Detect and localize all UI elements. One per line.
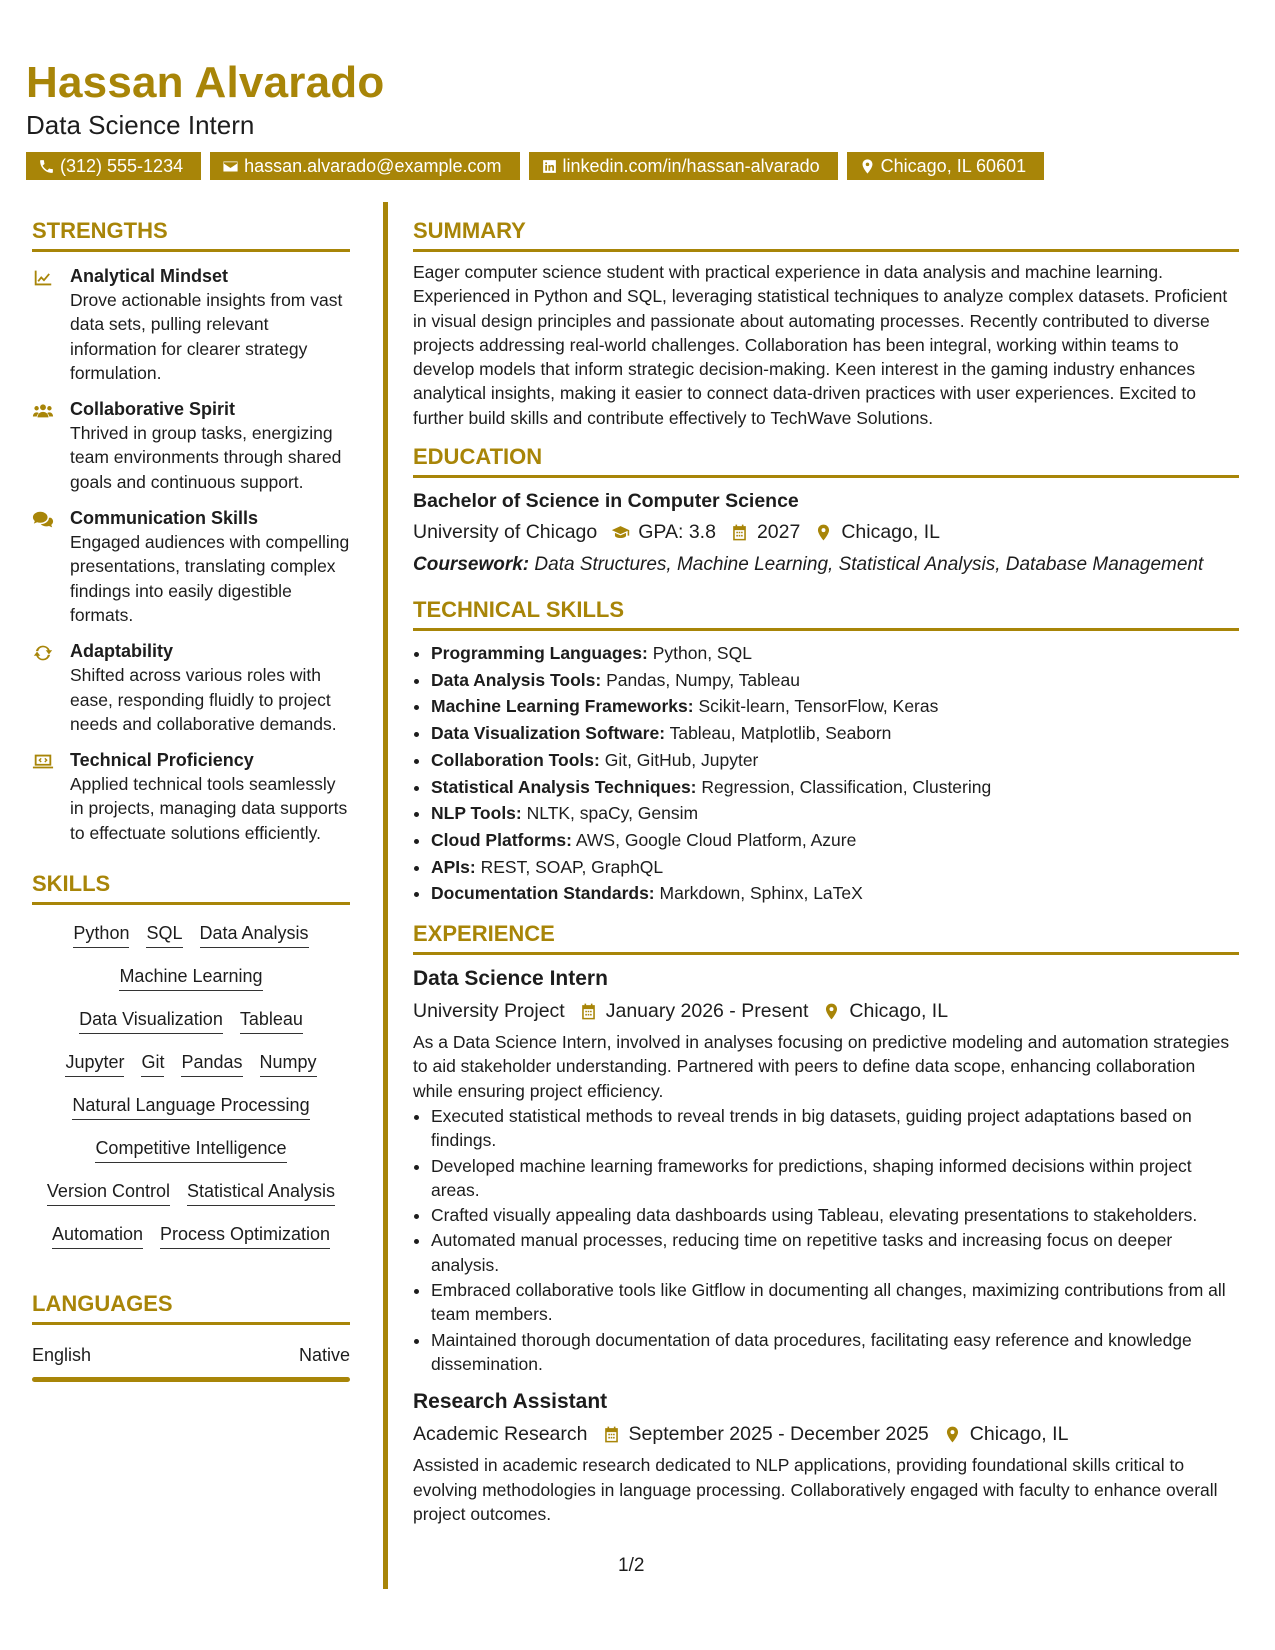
skill-row xyxy=(32,1138,350,1163)
strength-title: Technical Proficiency xyxy=(70,750,254,771)
skill-tag: Data Visualization xyxy=(79,1009,223,1034)
strength-desc: Applied technical tools seamlessly in projects, managing data supports to effectuate solutions efficiently. xyxy=(70,774,348,843)
job-title: Research Assistant xyxy=(413,1390,608,1414)
skill-tag: Version Control xyxy=(47,1181,170,1206)
language-level: Native xyxy=(298,1345,350,1366)
job-bullets xyxy=(413,1104,1239,1376)
list-item: • Automated manual processes, reducing time on repetitive tasks and increasing focus on deeper analysis. xyxy=(431,1228,1239,1277)
experience-heading: EXPERIENCE xyxy=(413,921,1239,955)
list-item xyxy=(431,720,1239,747)
list-item xyxy=(431,827,1239,854)
skill-row xyxy=(32,923,350,948)
location-pin-icon xyxy=(814,523,833,542)
education-coursework xyxy=(413,551,1239,579)
phone-icon xyxy=(38,158,55,175)
skill-tag: Automation xyxy=(52,1224,143,1249)
contact-linkedin[interactable] xyxy=(529,152,838,180)
technical-skills-heading: TECHNICAL SKILLS xyxy=(413,597,1239,631)
job-meta xyxy=(413,997,1239,1025)
strength-item xyxy=(32,748,350,845)
job-dates: January 2026 - Present xyxy=(605,1000,809,1023)
tech-skill-value: AWS, Google Cloud Platform, Azure xyxy=(575,830,857,850)
list-item xyxy=(431,800,1239,827)
list-item xyxy=(431,747,1239,774)
list-item: • Developed machine learning frameworks for predictions, shaping informed decisions within project areas. xyxy=(431,1154,1239,1203)
strength-desc: Drove actionable insights from vast data sets, pulling relevant information for clearer strategy formulation. xyxy=(70,290,343,383)
strength-item xyxy=(32,506,350,627)
location-pin-icon xyxy=(822,1002,841,1021)
candidate-title: Data Science Intern xyxy=(26,110,255,140)
tech-skill-label: NLP Tools: xyxy=(431,803,522,824)
list-item xyxy=(431,774,1239,801)
calendar-icon xyxy=(602,1425,621,1444)
users-icon xyxy=(32,400,54,422)
job-location: Chicago, IL xyxy=(969,1423,1069,1446)
contact-location xyxy=(847,152,1044,180)
list-item: • Maintained thorough documentation of data procedures, facilitating easy reference and knowledge dissemination. xyxy=(431,1328,1239,1377)
skills-section xyxy=(32,871,350,1249)
tech-skill-value: Markdown, Sphinx, LaTeX xyxy=(659,883,863,904)
skill-tag: Natural Language Processing xyxy=(72,1095,309,1120)
tech-skill-value: Git, GitHub, Jupyter xyxy=(604,749,759,770)
strength-item xyxy=(32,264,350,385)
tech-skill-label: Statistical Analysis Techniques: xyxy=(431,776,697,797)
contact-email-text: hassan.alvarado@example.com xyxy=(244,155,502,176)
summary-text: Eager computer science student with practical experience in data analysis and machine learning. Experienced in Python and SQL, leveraging statistical techniques to analyze complex datasets. Proficient in visual design principles and passionate about automating processes. Recently contributed to diverse projects addressing real-world challenges. Collaboration has been integral, working within teams to develop models that inform strategic decision-making. Keen interest in the gaming industry enhances analytical insights, making it easier to connect data-driven practices with user experiences. Excited to further build skills and contribute effectively to TechWave Solutions. xyxy=(413,262,1228,428)
skill-tag: Statistical Analysis xyxy=(187,1181,335,1206)
skill-row xyxy=(32,966,350,991)
tech-skill-value: Pandas, Numpy, Tableau xyxy=(606,669,800,690)
sync-icon xyxy=(32,642,54,664)
skill-tag: Machine Learning xyxy=(119,966,262,991)
skill-tag: Numpy xyxy=(260,1052,317,1077)
strength-desc: Thrived in group tasks, energizing team environments through shared goals and continuous support. xyxy=(70,423,342,492)
page-number: 1/2 xyxy=(618,1555,645,1576)
linkedin-icon xyxy=(541,158,558,175)
job-title: Data Science Intern xyxy=(413,967,608,991)
contact-location-text: Chicago, IL 60601 xyxy=(880,155,1027,176)
technical-skills-list xyxy=(413,640,1239,907)
column-divider xyxy=(383,202,388,1589)
tech-skill-label: Programming Languages: xyxy=(431,643,648,664)
language-row xyxy=(32,1345,350,1366)
education-school: University of Chicago xyxy=(413,521,598,544)
education-location: Chicago, IL xyxy=(841,521,940,544)
contact-bar xyxy=(26,152,1044,180)
tech-skill-value: NLTK, spaCy, Gensim xyxy=(526,803,699,824)
summary-heading: SUMMARY xyxy=(413,218,1239,252)
languages-section xyxy=(32,1291,350,1382)
list-item: • Executed statistical methods to reveal trends in big datasets, guiding project adaptations based on findings. xyxy=(431,1104,1239,1153)
chart-line-icon xyxy=(32,267,54,289)
candidate-name: Hassan Alvarado xyxy=(26,58,385,107)
education-heading: EDUCATION xyxy=(413,444,1239,478)
skill-tag: Jupyter xyxy=(65,1052,124,1077)
right-column xyxy=(413,218,1239,1526)
contact-linkedin-text: linkedin.com/in/hassan-alvarado xyxy=(562,155,820,176)
coursework-label: Coursework: xyxy=(413,554,530,576)
tech-skill-label: Cloud Platforms: xyxy=(431,830,572,850)
list-item xyxy=(431,640,1239,667)
tech-skill-value: Regression, Classification, Clustering xyxy=(701,776,992,797)
skill-tag: Process Optimization xyxy=(160,1224,330,1249)
calendar-icon xyxy=(730,523,749,542)
skills-heading: SKILLS xyxy=(32,871,350,905)
strength-item xyxy=(32,639,350,736)
job-meta xyxy=(413,1420,1239,1448)
skill-tag: Data Analysis xyxy=(200,923,309,948)
languages-heading: LANGUAGES xyxy=(32,1291,350,1325)
tech-skill-value: Scikit-learn, TensorFlow, Keras xyxy=(698,696,939,717)
list-item: • Embraced collaborative tools like Gitflow in documenting all changes, maximizing contributions from all team members. xyxy=(431,1278,1239,1327)
contact-phone-text: (312) 555-1234 xyxy=(60,155,184,176)
strength-item xyxy=(32,397,350,494)
strength-title: Communication Skills xyxy=(70,508,259,529)
skill-tag: Python xyxy=(73,923,129,948)
job-location: Chicago, IL xyxy=(849,1000,949,1023)
strengths-heading: STRENGTHS xyxy=(32,218,350,252)
tech-skill-label: Data Visualization Software: xyxy=(431,723,666,744)
tech-skill-label: Machine Learning Frameworks: xyxy=(431,696,694,717)
location-pin-icon xyxy=(859,158,876,175)
education-year: 2027 xyxy=(756,521,801,544)
job-summary: Assisted in academic research dedicated to NLP applications, providing foundational skills critical to evolving methodologies in language processing. Collaboratively engaged with faculty to enhance overall project outcomes. xyxy=(413,1455,1218,1524)
skill-row xyxy=(32,1224,350,1249)
tech-skill-label: Data Analysis Tools: xyxy=(431,669,602,690)
list-item xyxy=(431,880,1239,907)
strength-desc: Shifted across various roles with ease, responding fluidly to project needs and collaborative demands. xyxy=(70,665,337,734)
skill-tag: SQL xyxy=(146,923,182,948)
skill-tag: Pandas xyxy=(181,1052,242,1077)
job-summary: As a Data Science Intern, involved in analyses focusing on predictive modeling and automation strategies to aid stakeholder understanding. Partnered with peers to define data scope, enhancing collaboration while ensuring project efficiency. xyxy=(413,1032,1230,1101)
laptop-code-icon xyxy=(32,751,54,773)
skill-row xyxy=(32,1095,350,1120)
tech-skill-label: APIs: xyxy=(431,856,476,877)
list-item xyxy=(431,854,1239,881)
graduation-cap-icon xyxy=(611,523,630,542)
strength-title: Adaptability xyxy=(70,641,174,662)
tech-skill-value: Python, SQL xyxy=(652,643,752,664)
tech-skill-value: Tableau, Matplotlib, Seaborn xyxy=(669,723,892,744)
list-item: • Crafted visually appealing data dashboards using Tableau, elevating presentations to stakeholders. xyxy=(431,1203,1239,1227)
coursework-list: Data Structures, Machine Learning, Statistical Analysis, Database Management xyxy=(534,554,1204,576)
skill-row xyxy=(32,1009,350,1034)
skill-row xyxy=(32,1052,350,1077)
language-name: English xyxy=(32,1345,92,1366)
strength-title: Analytical Mindset xyxy=(70,266,229,286)
strength-desc: Engaged audiences with compelling presentations, translating complex findings into easily digestible formats. xyxy=(70,532,350,625)
contact-phone[interactable] xyxy=(26,152,201,180)
job-dates: September 2025 - December 2025 xyxy=(628,1423,929,1446)
location-pin-icon xyxy=(943,1425,962,1444)
skill-row xyxy=(32,1181,350,1206)
tech-skill-value: REST, SOAP, GraphQL xyxy=(480,856,664,877)
education-degree: Bachelor of Science in Computer Science xyxy=(413,490,799,513)
list-item xyxy=(431,667,1239,694)
calendar-icon xyxy=(579,1002,598,1021)
left-column xyxy=(32,218,350,1382)
tech-skill-label: Documentation Standards: xyxy=(431,883,655,904)
job-org: Academic Research xyxy=(413,1423,588,1446)
skill-tag: Git xyxy=(141,1052,164,1077)
strength-title: Collaborative Spirit xyxy=(70,399,236,420)
skill-tag: Competitive Intelligence xyxy=(95,1138,286,1163)
contact-email[interactable] xyxy=(210,152,519,180)
job-org: University Project xyxy=(413,1000,565,1023)
skill-tag: Tableau xyxy=(240,1009,303,1034)
education-gpa: GPA: 3.8 xyxy=(638,521,716,544)
envelope-icon xyxy=(222,158,239,175)
tech-skill-label: Collaboration Tools: xyxy=(431,749,600,770)
comments-icon xyxy=(32,509,54,531)
list-item xyxy=(431,693,1239,720)
language-proficiency-bar xyxy=(32,1377,350,1382)
education-meta xyxy=(413,518,1239,546)
